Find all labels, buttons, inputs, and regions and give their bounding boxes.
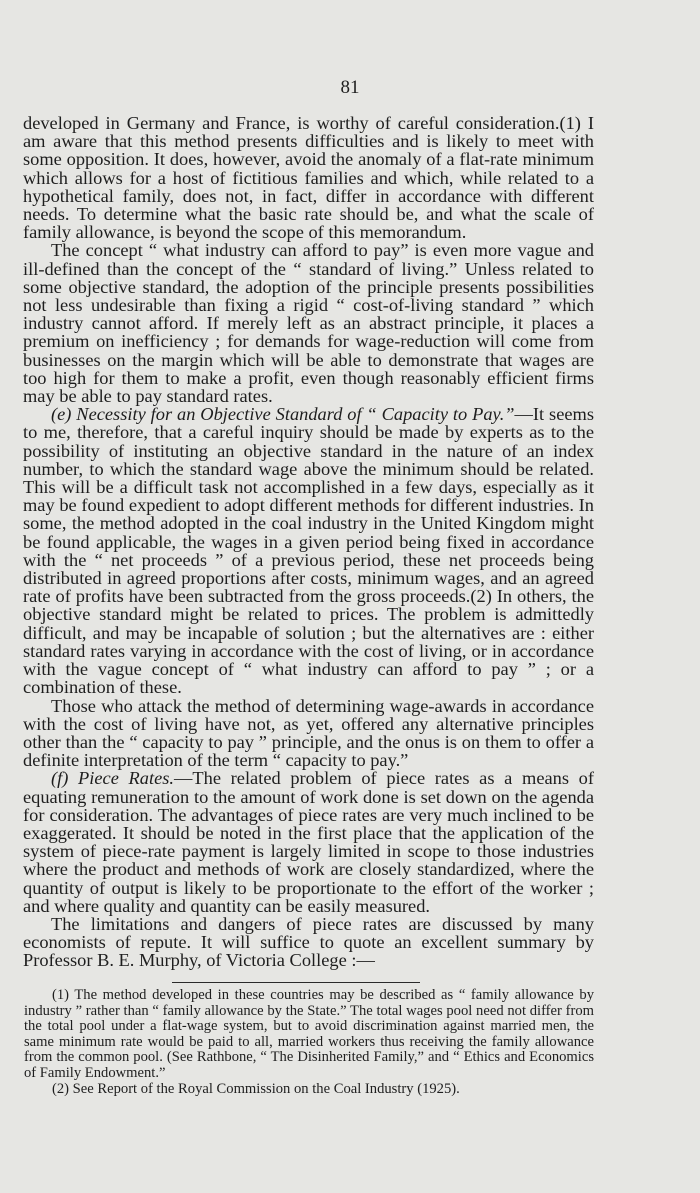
- paragraph-6: The limitations and dangers of piece rates are discussed by many economists of repute. It will suffice to quote an excellent summary by Professor B. E. Murphy, of Victoria College :—: [23, 913, 594, 971]
- footnotes: [24, 988, 594, 1097]
- body-text: [23, 114, 594, 970]
- paragraph-piece-rates-text: —The related problem of piece rates as a means of equating remuneration to the amount of work done is set down on the agenda for consideration. The advantages of piece rates are very much inclined to be exaggerated. It should be noted in the first place that the application of the system of piece-rate payment is largely limited in scope to those industries where the product and methods of work are closely standardized, where the quantity of output is likely to be proportionate to the effort of the worker ; and where quality and quantity can be easily measured.: [23, 768, 594, 916]
- footnote-2: (2) See Report of the Royal Commission on the Coal Industry (1925).: [52, 1080, 460, 1097]
- paragraph-1: developed in Germany and France, is worthy of careful consideration.(1) I am aware that this method presents difficulties and is likely to meet with some opposition. It does, however, avoid the anomaly of a flat-rate minimum which allows for a host of fictitious families and which, while related to a hypothetical family, does not, in fact, differ in accordance with different needs. To determine what the basic rate should be, and what the scale of family allowance, is beyond the scope of this memorandum.: [23, 113, 594, 243]
- paragraph-necessity-text: —It seems to me, therefore, that a careful inquiry should be made by experts as to the possibility of instituting an objective standard in the nature of an index number, to which the standard wage above the minimum should be related. This will be a difficult task not accomplished in a few days, especially as it may be found expedient to adopt different methods for different industries. In some, the method adopted in the coal industry in the United Kingdom might be found applicable, the wages in a given period being fixed in accordance with the “ net proceeds ” of a previous period, these net proceeds being distributed in agreed proportions after costs, minimum wages, and an agreed rate of profits have been subtracted from the gross proceeds.(2) In others, the objective standard might be related to prices. The problem is admittedly difficult, and may be incapable of solution ; but the alternatives are : either standard rates varying in accordance with the cost of living, or in accordance with the vague concept of “ what industry can afford to pay ” ; or a combination of these.: [23, 404, 594, 698]
- paragraph-2: The concept “ what industry can afford to pay” is even more vague and ill-defined than the concept of the “ standard of living.” Unless related to some objective standard, the adoption of the principle presents possibilities not less undesirable than fixing a rigid “ cost-of-living standard ” which industry cannot afford. If merely left as an abstract principle, it places a premium on inefficiency ; for demands for wage-reduction will come from businesses on the margin which will be able to demonstrate that wages are too high for them to make a profit, even though reasonably efficient firms may be able to pay standard rates.: [23, 240, 594, 407]
- section-heading-necessity: (e) Necessity for an Objective Standard of “ Capacity to Pay.”: [51, 404, 515, 425]
- footnote-divider: [172, 982, 420, 983]
- section-heading-piece-rates: (f) Piece Rates.: [51, 768, 174, 789]
- footnote-1: (1) The method developed in these countries may be described as “ family allowance by industry ” rather than “ family allowance by the State.” The total wages pool need not differ from the total pool under a flat-wage system, but to avoid discrimination against married men, the same minimum rate would be paid to all, married workers thus receiving the family allowance from the common pool. (See Rathbone, “ The Disinherited Family,” and “ Ethics and Economics of Family Endowment.”: [24, 987, 594, 1081]
- paragraph-4: Those who attack the method of determining wage-awards in accordance with the cost of living have not, as yet, offered any alternative principles other than the “ capacity to pay ” principle, and the onus is on them to offer a definite interpretation of the term “ capacity to pay.”: [23, 695, 594, 771]
- page-number: 81: [340, 77, 360, 98]
- paragraph-piece-rates: [23, 769, 594, 915]
- paragraph-necessity: [23, 405, 594, 696]
